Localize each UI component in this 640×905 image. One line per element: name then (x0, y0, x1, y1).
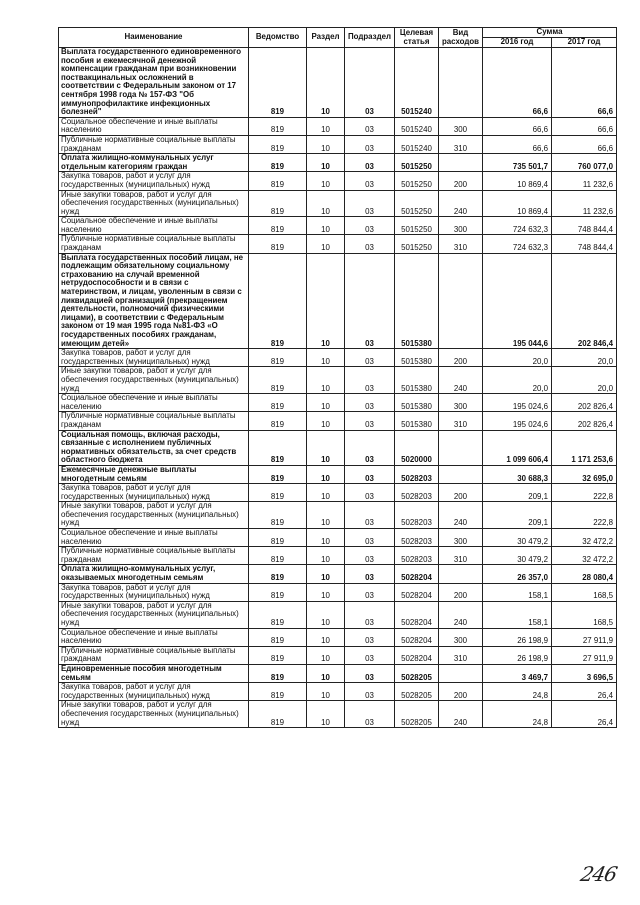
row-podrazdel: 03 (345, 628, 395, 646)
row-name: Социальное обеспечение и иные выплаты населению (59, 117, 249, 135)
row-sum-2016: 209,1 (483, 484, 552, 502)
row-name: Ежемесячные денежные выплаты многодетным семьям (59, 465, 249, 483)
row-vid-raskhodov: 240 (439, 190, 483, 217)
row-vid-raskhodov: 300 (439, 117, 483, 135)
row-sum-2017: 27 911,9 (552, 628, 617, 646)
row-razdel: 10 (307, 484, 345, 502)
row-sum-2017: 11 232,6 (552, 172, 617, 190)
row-celevaya-statya: 5028203 (395, 502, 439, 529)
row-vid-raskhodov: 200 (439, 583, 483, 601)
row-razdel: 10 (307, 349, 345, 367)
table-row (59, 601, 617, 628)
row-podrazdel: 03 (345, 583, 395, 601)
row-sum-2016: 66,6 (483, 48, 552, 118)
row-vid-raskhodov: 240 (439, 701, 483, 728)
row-vid-raskhodov: 300 (439, 217, 483, 235)
row-name: Иные закупки товаров, работ и услуг для обеспечения государственных (муниципальных) нужд (59, 190, 249, 217)
table-row (59, 394, 617, 412)
row-vid-raskhodov (439, 664, 483, 682)
row-vedomstvo: 819 (249, 529, 307, 547)
row-name: Закупка товаров, работ и услуг для государственных (муниципальных) нужд (59, 484, 249, 502)
table-row (59, 547, 617, 565)
row-sum-2017: 20,0 (552, 349, 617, 367)
row-razdel: 10 (307, 135, 345, 153)
table-row (59, 190, 617, 217)
row-celevaya-statya: 5028203 (395, 465, 439, 483)
table-row (59, 465, 617, 483)
header-name: Наименование (59, 28, 249, 48)
row-vid-raskhodov: 240 (439, 601, 483, 628)
row-podrazdel: 03 (345, 190, 395, 217)
row-sum-2017: 28 080,4 (552, 565, 617, 583)
row-name: Публичные нормативные социальные выплаты гражданам (59, 135, 249, 153)
row-razdel: 10 (307, 646, 345, 664)
table-row (59, 48, 617, 118)
row-name: Иные закупки товаров, работ и услуг для обеспечения государственных (муниципальных) нужд (59, 701, 249, 728)
row-sum-2017: 748 844,4 (552, 235, 617, 253)
row-sum-2017: 168,5 (552, 583, 617, 601)
row-podrazdel: 03 (345, 253, 395, 349)
table-row (59, 701, 617, 728)
row-vid-raskhodov: 200 (439, 484, 483, 502)
row-podrazdel: 03 (345, 701, 395, 728)
row-name: Закупка товаров, работ и услуг для государственных (муниципальных) нужд (59, 583, 249, 601)
row-vid-raskhodov: 300 (439, 529, 483, 547)
table-row (59, 349, 617, 367)
row-podrazdel: 03 (345, 48, 395, 118)
row-sum-2016: 10 869,4 (483, 190, 552, 217)
table-row (59, 154, 617, 172)
header-celevaya-statya: Целевая статья (395, 28, 439, 48)
row-razdel: 10 (307, 683, 345, 701)
row-celevaya-statya: 5015240 (395, 135, 439, 153)
row-razdel: 10 (307, 217, 345, 235)
row-celevaya-statya: 5028205 (395, 683, 439, 701)
row-celevaya-statya: 5020000 (395, 430, 439, 465)
table-row (59, 664, 617, 682)
table-row (59, 235, 617, 253)
header-2016: 2016 год (483, 38, 552, 48)
row-vid-raskhodov: 310 (439, 646, 483, 664)
row-vedomstvo: 819 (249, 412, 307, 430)
row-name: Публичные нормативные социальные выплаты гражданам (59, 646, 249, 664)
row-vid-raskhodov: 310 (439, 547, 483, 565)
row-razdel: 10 (307, 235, 345, 253)
row-celevaya-statya: 5015250 (395, 154, 439, 172)
row-sum-2016: 195 044,6 (483, 253, 552, 349)
row-razdel: 10 (307, 394, 345, 412)
row-sum-2016: 26 357,0 (483, 565, 552, 583)
header-vid-raskhodov: Вид расходов (439, 28, 483, 48)
row-razdel: 10 (307, 529, 345, 547)
row-name: Закупка товаров, работ и услуг для государственных (муниципальных) нужд (59, 349, 249, 367)
row-sum-2016: 735 501,7 (483, 154, 552, 172)
row-celevaya-statya: 5015380 (395, 253, 439, 349)
row-sum-2017: 32 695,0 (552, 465, 617, 483)
row-name: Публичные нормативные социальные выплаты гражданам (59, 547, 249, 565)
row-sum-2017: 222,8 (552, 484, 617, 502)
table-row (59, 683, 617, 701)
row-sum-2017: 168,5 (552, 601, 617, 628)
row-celevaya-statya: 5028205 (395, 701, 439, 728)
row-celevaya-statya: 5028204 (395, 583, 439, 601)
row-vedomstvo: 819 (249, 135, 307, 153)
row-podrazdel: 03 (345, 154, 395, 172)
row-celevaya-statya: 5015250 (395, 172, 439, 190)
row-vedomstvo: 819 (249, 565, 307, 583)
row-vedomstvo: 819 (249, 430, 307, 465)
table-row (59, 646, 617, 664)
row-sum-2017: 1 171 253,6 (552, 430, 617, 465)
row-name: Закупка товаров, работ и услуг для государственных (муниципальных) нужд (59, 683, 249, 701)
row-vedomstvo: 819 (249, 172, 307, 190)
row-vedomstvo: 819 (249, 465, 307, 483)
row-sum-2016: 195 024,6 (483, 394, 552, 412)
row-vedomstvo: 819 (249, 190, 307, 217)
row-razdel: 10 (307, 172, 345, 190)
row-celevaya-statya: 5015250 (395, 217, 439, 235)
row-name: Иные закупки товаров, работ и услуг для обеспечения государственных (муниципальных) нужд (59, 601, 249, 628)
row-vid-raskhodov: 300 (439, 628, 483, 646)
row-vedomstvo: 819 (249, 367, 307, 394)
row-podrazdel: 03 (345, 367, 395, 394)
row-celevaya-statya: 5015240 (395, 117, 439, 135)
row-sum-2017: 66,6 (552, 117, 617, 135)
row-vid-raskhodov: 310 (439, 135, 483, 153)
row-sum-2017: 27 911,9 (552, 646, 617, 664)
row-podrazdel: 03 (345, 529, 395, 547)
row-podrazdel: 03 (345, 135, 395, 153)
row-razdel: 10 (307, 547, 345, 565)
row-podrazdel: 03 (345, 646, 395, 664)
row-vedomstvo: 819 (249, 117, 307, 135)
row-sum-2016: 158,1 (483, 601, 552, 628)
row-vid-raskhodov: 200 (439, 349, 483, 367)
row-celevaya-statya: 5028204 (395, 565, 439, 583)
row-name: Иные закупки товаров, работ и услуг для обеспечения государственных (муниципальных) нужд (59, 502, 249, 529)
header-vedomstvo: Ведомство (249, 28, 307, 48)
row-razdel: 10 (307, 664, 345, 682)
row-celevaya-statya: 5015250 (395, 190, 439, 217)
row-sum-2016: 26 198,9 (483, 646, 552, 664)
row-vid-raskhodov (439, 48, 483, 118)
table-row (59, 430, 617, 465)
row-sum-2017: 20,0 (552, 367, 617, 394)
row-sum-2016: 195 024,6 (483, 412, 552, 430)
row-razdel: 10 (307, 701, 345, 728)
budget-table-sheet (58, 27, 616, 728)
row-sum-2017: 66,6 (552, 48, 617, 118)
row-razdel: 10 (307, 601, 345, 628)
row-razdel: 10 (307, 253, 345, 349)
table-row (59, 529, 617, 547)
row-vid-raskhodov (439, 430, 483, 465)
row-podrazdel: 03 (345, 484, 395, 502)
row-razdel: 10 (307, 465, 345, 483)
row-name: Публичные нормативные социальные выплаты гражданам (59, 412, 249, 430)
row-sum-2017: 32 472,2 (552, 529, 617, 547)
table-row (59, 484, 617, 502)
row-razdel: 10 (307, 190, 345, 217)
row-celevaya-statya: 5028204 (395, 646, 439, 664)
row-name: Социальное обеспечение и иные выплаты населению (59, 628, 249, 646)
row-sum-2016: 66,6 (483, 117, 552, 135)
row-sum-2016: 30 688,3 (483, 465, 552, 483)
row-vedomstvo: 819 (249, 664, 307, 682)
row-sum-2016: 24,8 (483, 701, 552, 728)
page-number: 246 (578, 862, 619, 886)
row-sum-2016: 24,8 (483, 683, 552, 701)
row-razdel: 10 (307, 502, 345, 529)
row-sum-2016: 30 479,2 (483, 529, 552, 547)
row-sum-2017: 760 077,0 (552, 154, 617, 172)
row-podrazdel: 03 (345, 394, 395, 412)
row-name: Социальное обеспечение и иные выплаты населению (59, 529, 249, 547)
row-celevaya-statya: 5015380 (395, 412, 439, 430)
table-row (59, 502, 617, 529)
row-vedomstvo: 819 (249, 154, 307, 172)
row-celevaya-statya: 5015250 (395, 235, 439, 253)
row-sum-2016: 66,6 (483, 135, 552, 153)
row-podrazdel: 03 (345, 217, 395, 235)
row-razdel: 10 (307, 583, 345, 601)
row-celevaya-statya: 5015380 (395, 394, 439, 412)
row-vedomstvo: 819 (249, 48, 307, 118)
row-vedomstvo: 819 (249, 217, 307, 235)
row-vedomstvo: 819 (249, 253, 307, 349)
row-celevaya-statya: 5028204 (395, 628, 439, 646)
row-sum-2017: 202 826,4 (552, 394, 617, 412)
row-vid-raskhodov: 310 (439, 235, 483, 253)
row-celevaya-statya: 5015380 (395, 367, 439, 394)
row-sum-2017: 202 826,4 (552, 412, 617, 430)
row-sum-2016: 3 469,7 (483, 664, 552, 682)
table-row (59, 565, 617, 583)
row-sum-2017: 202 846,4 (552, 253, 617, 349)
row-vid-raskhodov: 240 (439, 367, 483, 394)
row-podrazdel: 03 (345, 172, 395, 190)
row-name: Социальное обеспечение и иные выплаты населению (59, 394, 249, 412)
row-vid-raskhodov: 310 (439, 412, 483, 430)
row-name: Закупка товаров, работ и услуг для государственных (муниципальных) нужд (59, 172, 249, 190)
row-vid-raskhodov: 200 (439, 172, 483, 190)
row-name: Выплата государственного единовременного пособия и ежемесячной денежной компенсации гражданам при возникновении поствакцинальных осложнений в соответствии с Федеральным законом от 17 сентября 1998 года № 157-ФЗ "Об иммунопрофилактике инфекционных болезней" (59, 48, 249, 118)
row-podrazdel: 03 (345, 430, 395, 465)
row-vedomstvo: 819 (249, 601, 307, 628)
row-name: Публичные нормативные социальные выплаты гражданам (59, 235, 249, 253)
row-razdel: 10 (307, 154, 345, 172)
row-vedomstvo: 819 (249, 646, 307, 664)
row-celevaya-statya: 5015240 (395, 48, 439, 118)
row-podrazdel: 03 (345, 502, 395, 529)
row-celevaya-statya: 5028203 (395, 547, 439, 565)
row-podrazdel: 03 (345, 547, 395, 565)
row-name: Оплата жилищно-коммунальных услуг отдельным категориям граждан (59, 154, 249, 172)
row-podrazdel: 03 (345, 412, 395, 430)
table-body (59, 48, 617, 728)
row-razdel: 10 (307, 412, 345, 430)
row-sum-2016: 26 198,9 (483, 628, 552, 646)
row-sum-2017: 26,4 (552, 701, 617, 728)
row-sum-2017: 3 696,5 (552, 664, 617, 682)
row-sum-2017: 32 472,2 (552, 547, 617, 565)
row-sum-2016: 20,0 (483, 367, 552, 394)
row-sum-2016: 1 099 606,4 (483, 430, 552, 465)
row-vedomstvo: 819 (249, 394, 307, 412)
row-sum-2016: 20,0 (483, 349, 552, 367)
table-row (59, 217, 617, 235)
row-sum-2016: 724 632,3 (483, 235, 552, 253)
header-podrazdel: Подраздел (345, 28, 395, 48)
table-row (59, 117, 617, 135)
table-row (59, 583, 617, 601)
row-vedomstvo: 819 (249, 484, 307, 502)
row-vid-raskhodov: 200 (439, 683, 483, 701)
table-row (59, 135, 617, 153)
row-razdel: 10 (307, 367, 345, 394)
row-podrazdel: 03 (345, 565, 395, 583)
row-sum-2016: 724 632,3 (483, 217, 552, 235)
table-row (59, 172, 617, 190)
row-sum-2017: 11 232,6 (552, 190, 617, 217)
row-podrazdel: 03 (345, 465, 395, 483)
row-celevaya-statya: 5028204 (395, 601, 439, 628)
row-sum-2017: 26,4 (552, 683, 617, 701)
row-celevaya-statya: 5015380 (395, 349, 439, 367)
row-celevaya-statya: 5028205 (395, 664, 439, 682)
row-vid-raskhodov: 300 (439, 394, 483, 412)
row-celevaya-statya: 5028203 (395, 484, 439, 502)
row-podrazdel: 03 (345, 349, 395, 367)
row-name: Единовременные пособия многодетным семьям (59, 664, 249, 682)
row-podrazdel: 03 (345, 683, 395, 701)
row-razdel: 10 (307, 430, 345, 465)
row-podrazdel: 03 (345, 601, 395, 628)
row-sum-2016: 158,1 (483, 583, 552, 601)
row-name: Иные закупки товаров, работ и услуг для обеспечения государственных (муниципальных) нужд (59, 367, 249, 394)
header-summa: Сумма (483, 28, 617, 38)
row-name: Социальная помощь, включая расходы, связанные с исполнением публичных нормативных обязательств, за счет средств областного бюджета (59, 430, 249, 465)
row-celevaya-statya: 5028203 (395, 529, 439, 547)
row-vedomstvo: 819 (249, 235, 307, 253)
row-sum-2016: 10 869,4 (483, 172, 552, 190)
row-sum-2017: 748 844,4 (552, 217, 617, 235)
row-name: Социальное обеспечение и иные выплаты населению (59, 217, 249, 235)
budget-table (58, 27, 617, 728)
row-vedomstvo: 819 (249, 547, 307, 565)
row-sum-2016: 209,1 (483, 502, 552, 529)
row-vid-raskhodov: 240 (439, 502, 483, 529)
row-name: Оплата жилищно-коммунальных услуг, оказываемых многодетным семьям (59, 565, 249, 583)
table-header-row (59, 28, 617, 38)
table-row (59, 412, 617, 430)
row-vedomstvo: 819 (249, 683, 307, 701)
row-razdel: 10 (307, 117, 345, 135)
row-vedomstvo: 819 (249, 628, 307, 646)
row-sum-2017: 66,6 (552, 135, 617, 153)
row-sum-2017: 222,8 (552, 502, 617, 529)
row-name: Выплата государственных пособий лицам, не подлежащим обязательному социальному страхованию на случай временной нетрудоспособности и в связи с материнством, и лицам, уволенным в связи с ликвидацией организаций (прекращением деятельности, полномочий физическими лицами), в соответствии с Федеральным законом от 19 мая 1995 года №81-ФЗ «О государственных пособиях гражданам, имеющим детей» (59, 253, 249, 349)
header-razdel: Раздел (307, 28, 345, 48)
row-vid-raskhodov (439, 565, 483, 583)
row-vid-raskhodov (439, 253, 483, 349)
row-vedomstvo: 819 (249, 701, 307, 728)
row-podrazdel: 03 (345, 117, 395, 135)
row-vedomstvo: 819 (249, 583, 307, 601)
row-razdel: 10 (307, 48, 345, 118)
table-row (59, 367, 617, 394)
row-vid-raskhodov (439, 154, 483, 172)
row-vid-raskhodov (439, 465, 483, 483)
table-row (59, 253, 617, 349)
header-2017: 2017 год (552, 38, 617, 48)
row-vedomstvo: 819 (249, 349, 307, 367)
row-vedomstvo: 819 (249, 502, 307, 529)
row-sum-2016: 30 479,2 (483, 547, 552, 565)
row-podrazdel: 03 (345, 235, 395, 253)
row-razdel: 10 (307, 628, 345, 646)
row-razdel: 10 (307, 565, 345, 583)
table-row (59, 628, 617, 646)
row-podrazdel: 03 (345, 664, 395, 682)
